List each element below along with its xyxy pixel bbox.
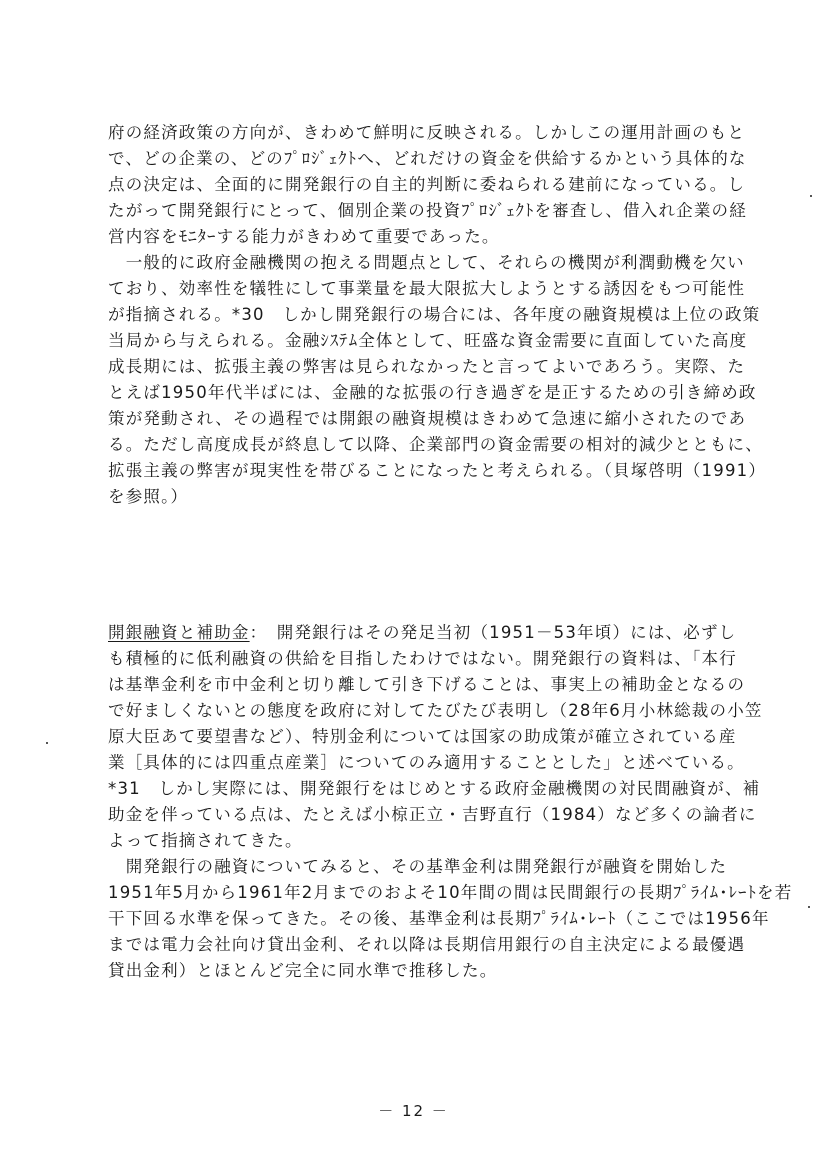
text-line: 干下回る水準を保ってきた。その後、基準金利は長期ﾌﾟﾗｲﾑ･ﾚｰﾄ（ここでは1956年 (108, 909, 770, 928)
section-heading: 開銀融資と補助金 (108, 623, 250, 642)
text-line: 府の経済政策の方向が、きわめて鮮明に反映される。しかしこの運用計画のもと (108, 123, 746, 142)
text-line: 1951年5月から1961年2月までのおよそ10年間の間は民間銀行の長期ﾌﾟﾗｲﾑ･ﾚｰﾄを若 (108, 883, 793, 902)
text-line: よって指摘されてきた。 (108, 831, 303, 850)
text-line: を参照。） (108, 487, 189, 506)
text-line: 営内容をﾓﾆﾀｰする能力がきわめて重要であった。 (108, 227, 500, 246)
page-number: － 12 － (378, 1102, 449, 1120)
text-line: *31 しかし実際には、開発銀行をはじめとする政府金融機関の対民間融資が、補 (108, 779, 761, 798)
text-line: 一般的に政府金融機関の抱える問題点として、それらの機関が利潤動機を欠い (108, 253, 745, 272)
text-line: たがって開発銀行にとって、個別企業の投資ﾌﾟﾛｼﾞｪｸﾄを審査し、借入れ企業の経 (108, 201, 747, 220)
text-line: で好ましくないとの態度を政府に対してたびたび表明し（28年6月小林総裁の小笠 (108, 701, 763, 720)
text-line: が指摘される。*30 しかし開発銀行の場合には、各年度の融資規模は上位の政策 (108, 305, 761, 324)
heading-suffix: ： 開発銀行はその発足当初（1951－53年頃）には、必ずし (249, 623, 737, 642)
text-line: 原大臣あて要望書など）、特別金利については国家の助成策が確立されている産 (108, 727, 737, 746)
text-line: 点の決定は、全面的に開発銀行の自主的判断に委ねられる建前になっている。し (108, 175, 746, 194)
body-text-upper (108, 120, 767, 510)
text-line: ており、効率性を犠牲にして事業量を最大限拡大しようとする誘因をもつ可能性 (108, 279, 746, 298)
body-text-lower (108, 620, 793, 984)
text-line: 開発銀行の融資についてみると、その基準金利は開発銀行が融資を開始した (108, 857, 728, 876)
text-line: 業［具体的には四重点産業］についてのみ適用することとした」と述べている。 (108, 753, 745, 772)
text-line: は基準金利を市中金利と切り離して引き下げることは、事実上の補助金となるの (108, 675, 746, 694)
text-line: までは電力会社向け貸出金利、それ以降は長期信用銀行の自主決定による最優遇 (108, 935, 746, 954)
text-line: で、どの企業の、どのﾌﾟﾛｼﾞｪｸﾄへ、どれだけの資金を供給するかという具体的な (108, 149, 747, 168)
scan-speck (808, 906, 810, 908)
text-line: も積極的に低利融資の供給を目指したわけではない。開発銀行の資料は、「本行 (108, 649, 737, 668)
scan-speck (810, 195, 812, 197)
scan-speck (46, 742, 48, 744)
text-line: 拡張主義の弊害が現実性を帯びることになったと考えられる。（貝塚啓明（1991） (108, 461, 767, 480)
text-line: 当局から与えられる。金融ｼｽﾃﾑ全体として、旺盛な資金需要に直面していた高度 (108, 331, 748, 350)
text-line: 助金を伴っている点は、たとえば小椋正立・吉野直行（1984）など多くの論者に (108, 805, 757, 824)
text-line: る。ただし高度成長が終息して以降、企業部門の資金需要の相対的減少とともに、 (108, 435, 763, 454)
text-line: 成長期には、拡張主義の弊害は見られなかったと言ってよいであろう。実際、た (108, 357, 746, 376)
text-line: とえば1950年代半ばには、金融的な拡張の行き過ぎを是正するための引き締め政 (108, 383, 757, 402)
text-line: 貸出金利）とほとんど完全に同水準で推移した。 (108, 961, 498, 980)
section-heading-line (108, 620, 737, 646)
text-line: 策が発動され、その過程では開銀の融資規模はきわめて急速に縮小されたのであ (108, 409, 747, 428)
